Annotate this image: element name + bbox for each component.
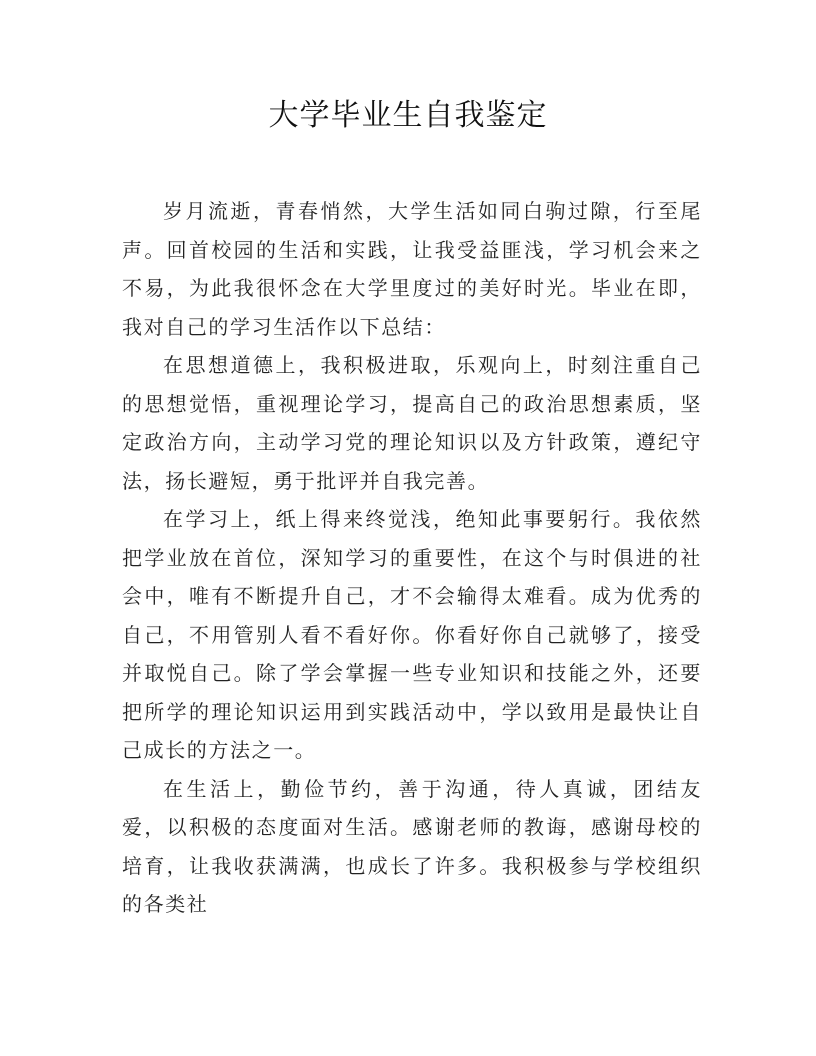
paragraph-intro: 岁月流逝，青春悄然，大学生活如同白驹过隙，行至尾声。回首校园的生活和实践，让我受益匪浅，学习机会来之不易，为此我很怀念在大学里度过的美好时光。毕业在即，我对自己的学习生活作以下总结： [122, 199, 702, 339]
document-title: 大学毕业生自我鉴定 [268, 98, 548, 133]
document-body [122, 192, 702, 924]
paragraph-study: 在学习上，纸上得来终觉浅，绝知此事要躬行。我依然把学业放在首位，深知学习的重要性，在这个与时俱进的社会中，唯有不断提升自己，才不会输得太难看。成为优秀的自己，不用管别人看不看好你。你看好你自己就够了，接受并取悦自己。除了学会掌握一些专业知识和技能之外，还要把所学的理论知识运用到实践活动中，学以致用是最快让自己成长的方法之一。 [122, 507, 702, 762]
paragraph-life: 在生活上，勤俭节约，善于沟通，待人真诚，团结友爱，以积极的态度面对生活。感谢老师的教诲，感谢母校的培育，让我收获满满，也成长了许多。我积极参与学校组织的各类社 [122, 776, 702, 916]
paragraph-morality: 在思想道德上，我积极进取，乐观向上，时刻注重自己的思想觉悟，重视理论学习，提高自己的政治思想素质，坚定政治方向，主动学习党的理论知识以及方针政策，遵纪守法，扬长避短，勇于批评并自我完善。 [122, 353, 702, 493]
